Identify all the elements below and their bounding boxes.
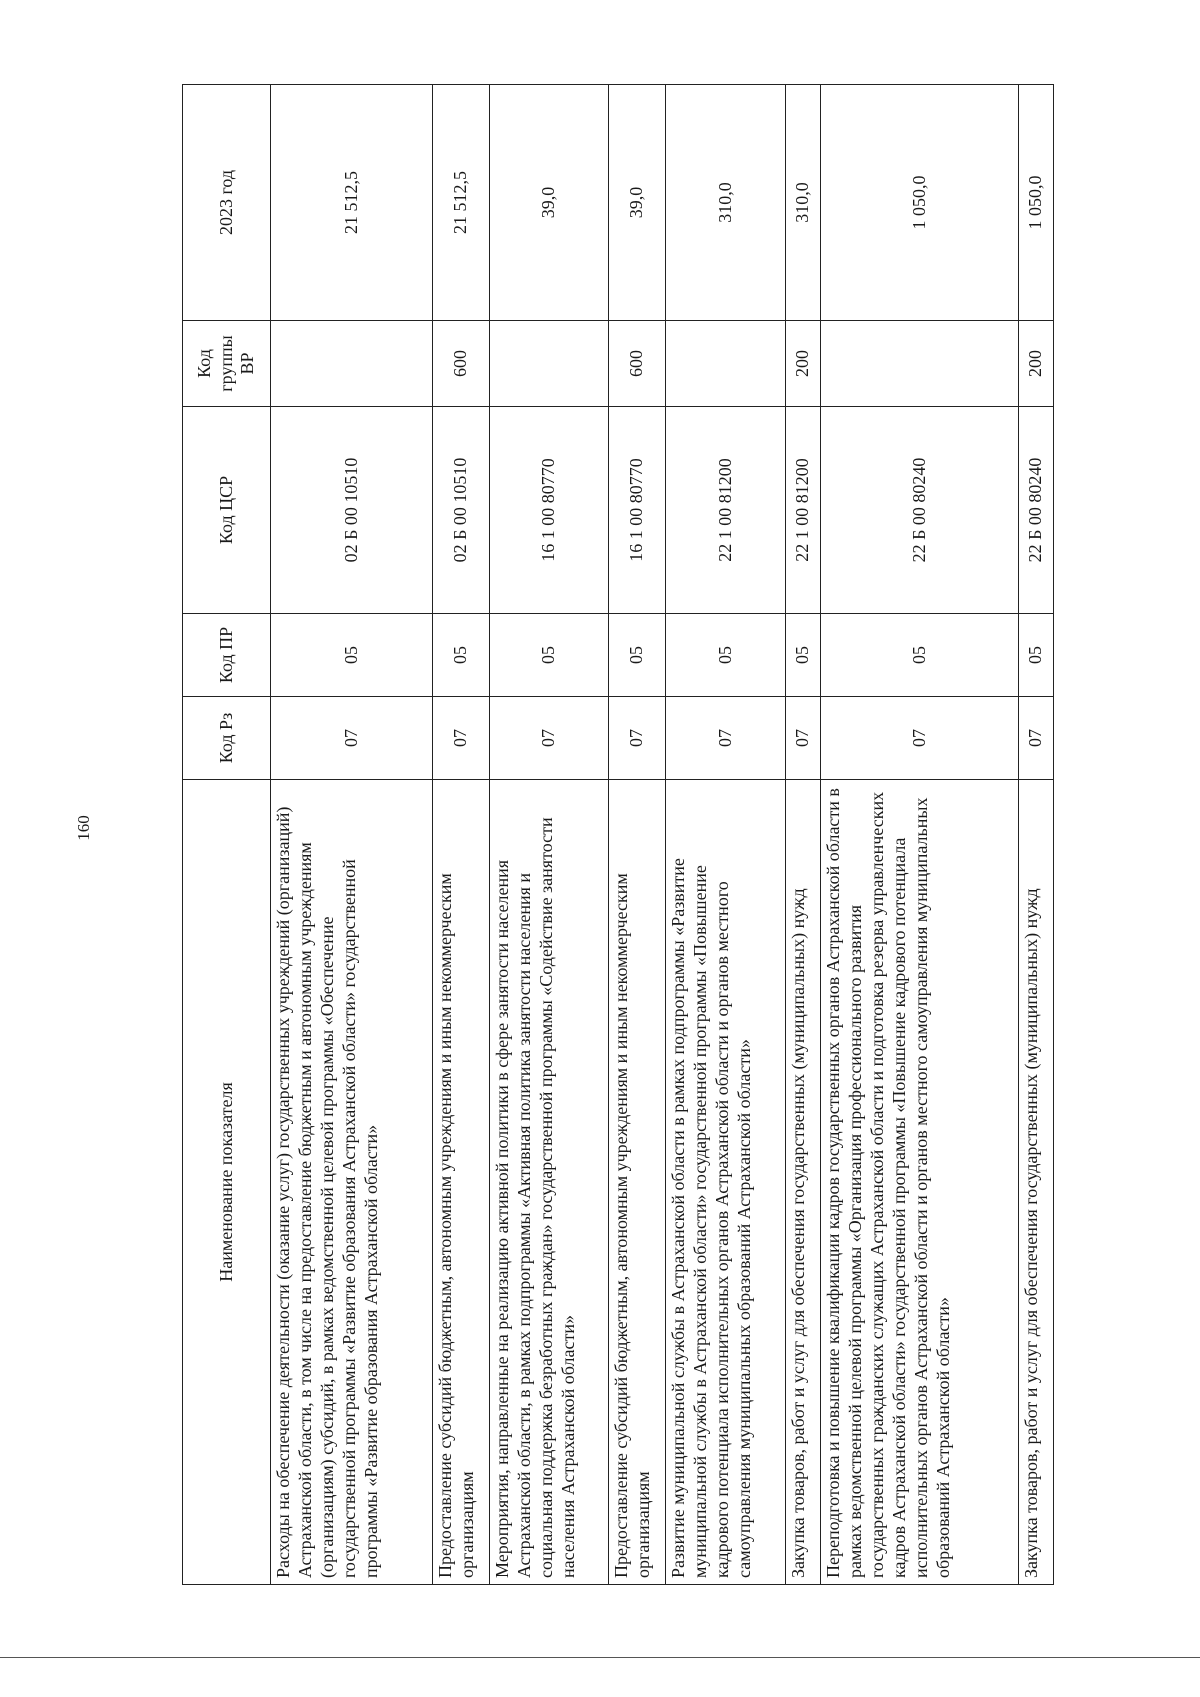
table-header-row xyxy=(183,85,271,1585)
table-row xyxy=(433,85,490,1585)
row-pr: 05 xyxy=(271,614,433,697)
row-pr: 05 xyxy=(1019,614,1054,697)
row-rz: 07 xyxy=(666,697,786,780)
scan-edge-line xyxy=(0,1657,1200,1658)
row-pr: 05 xyxy=(821,614,1019,697)
row-vr xyxy=(490,321,609,407)
row-name: Переподготовка и повышение квалификации кадров государственных органов Астраханской области в рамках ведомственной целевой программы «Организация профессионального развития государственных гражданских служащих Астраханской области и подготовка резерва управленческих кадров Астраханской области» государственной программы «Повышение кадрового потенциала исполнительных органов Астраханской области и органов местного самоуправления муниципальных образований Астраханской области» xyxy=(821,780,1019,1585)
header-vr: Код группы ВР xyxy=(183,321,271,407)
row-name: Развитие муниципальной службы в Астраханской области в рамках подпрограммы «Развитие муниципальной службы в Астраханской области» государственной программы «Повышение кадрового потенциала исполнительных органов Астраханской области и органов местного самоуправления муниципальных образований Астраханской области» xyxy=(666,780,786,1585)
row-name: Закупка товаров, работ и услуг для обеспечения государственных (муниципальных) нужд xyxy=(1019,780,1054,1585)
table-row xyxy=(271,85,433,1585)
row-csr: 22 Б 00 80240 xyxy=(1019,407,1054,614)
header-pr: Код ПР xyxy=(183,614,271,697)
header-rz: Код Рз xyxy=(183,697,271,780)
row-rz: 07 xyxy=(1019,697,1054,780)
row-pr: 05 xyxy=(490,614,609,697)
row-amount: 310,0 xyxy=(786,85,821,321)
row-csr: 16 1 00 80770 xyxy=(490,407,609,614)
row-csr: 22 1 00 81200 xyxy=(786,407,821,614)
row-amount: 1 050,0 xyxy=(821,85,1019,321)
table-row xyxy=(786,85,821,1585)
row-name: Закупка товаров, работ и услуг для обеспечения государственных (муниципальных) нужд xyxy=(786,780,821,1585)
header-year: 2023 год xyxy=(183,85,271,321)
row-amount: 21 512,5 xyxy=(433,85,490,321)
table-row xyxy=(666,85,786,1585)
row-vr: 600 xyxy=(433,321,490,407)
row-pr: 05 xyxy=(786,614,821,697)
header-name: Наименование показателя xyxy=(183,780,271,1585)
row-vr xyxy=(821,321,1019,407)
budget-table xyxy=(182,84,1054,1585)
table-row xyxy=(821,85,1019,1585)
page-number: 160 xyxy=(74,815,93,841)
row-csr: 16 1 00 80770 xyxy=(609,407,666,614)
row-vr: 200 xyxy=(786,321,821,407)
row-amount: 21 512,5 xyxy=(271,85,433,321)
row-pr: 05 xyxy=(433,614,490,697)
row-csr: 02 Б 00 10510 xyxy=(433,407,490,614)
row-name: Предоставление субсидий бюджетным, автономным учреждениям и иным некоммерческим организациям xyxy=(433,780,490,1585)
table-row xyxy=(490,85,609,1585)
row-amount: 39,0 xyxy=(609,85,666,321)
row-amount: 39,0 xyxy=(490,85,609,321)
row-name: Расходы на обеспечение деятельности (оказание услуг) государственных учреждений (организаций) Астраханской области, в том числе на предоставление бюджетным и автономным учреждениям (организациям) субсидий, в рамках ведомственной целевой программы «Обеспечение государственной программы «Развитие образования Астраханской области» государственной программы «Развитие образования Астраханской области» xyxy=(271,780,433,1585)
row-pr: 05 xyxy=(666,614,786,697)
row-vr xyxy=(666,321,786,407)
row-rz: 07 xyxy=(490,697,609,780)
row-vr: 200 xyxy=(1019,321,1054,407)
row-csr: 02 Б 00 10510 xyxy=(271,407,433,614)
row-rz: 07 xyxy=(786,697,821,780)
row-rz: 07 xyxy=(433,697,490,780)
header-csr: Код ЦСР xyxy=(183,407,271,614)
row-rz: 07 xyxy=(609,697,666,780)
row-name: Мероприятия, направленные на реализацию активной политики в сфере занятости населения Астраханской области, в рамках подпрограммы «Активная политика занятости населения и социальная поддержка безработных граждан» государственной программы «Содействие занятости населения Астраханской области» xyxy=(490,780,609,1585)
row-amount: 1 050,0 xyxy=(1019,85,1054,321)
row-name: Предоставление субсидий бюджетным, автономным учреждениям и иным некоммерческим организациям xyxy=(609,780,666,1585)
row-pr: 05 xyxy=(609,614,666,697)
table-row xyxy=(1019,85,1054,1585)
row-vr xyxy=(271,321,433,407)
row-rz: 07 xyxy=(821,697,1019,780)
row-amount: 310,0 xyxy=(666,85,786,321)
row-csr: 22 Б 00 80240 xyxy=(821,407,1019,614)
row-rz: 07 xyxy=(271,697,433,780)
rotated-table-container xyxy=(182,85,1054,1585)
row-csr: 22 1 00 81200 xyxy=(666,407,786,614)
table-row xyxy=(609,85,666,1585)
row-vr: 600 xyxy=(609,321,666,407)
